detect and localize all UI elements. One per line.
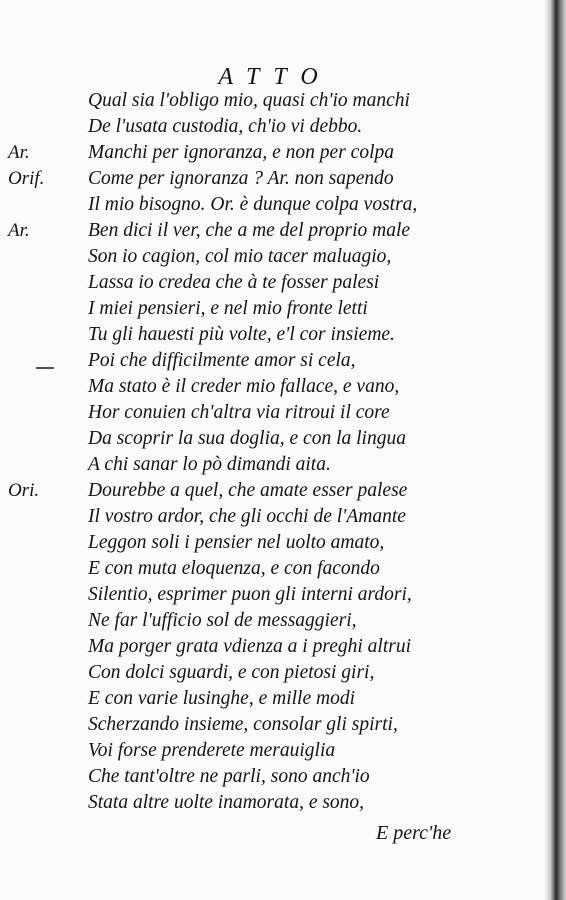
verse-text: Ma porger grata vdienza a i preghi altrui <box>88 636 411 657</box>
verse-text: Leggon soli i pensier nel uolto amato, <box>88 532 385 553</box>
verse-text: Qual sia l'obligo mio, quasi ch'io manchi <box>88 90 410 111</box>
verse-text: Come per ignoranza ? Ar. non sapendo <box>88 168 394 189</box>
verse-line <box>0 582 540 608</box>
verse-line <box>0 608 540 634</box>
verse-line <box>0 478 540 504</box>
verse-text: Dourebbe a quel, che amate esser palese <box>88 480 408 501</box>
verse-line <box>0 140 540 166</box>
page-gutter-shadow <box>544 0 566 900</box>
verse-line <box>0 556 540 582</box>
verse-line <box>0 426 540 452</box>
speaker-label: Ori. <box>8 480 40 501</box>
verse-text: Lassa io credea che à te fosser palesi <box>88 272 380 293</box>
verse-text: Ma stato è il creder mio fallace, e vano, <box>88 376 400 397</box>
verse-line <box>0 660 540 686</box>
verse-text: Silentio, esprimer puon gli interni ardori, <box>88 584 412 605</box>
verse-text: Da scoprir la sua doglia, e con la lingua <box>88 428 406 449</box>
verse-line <box>0 296 540 322</box>
margin-dash-mark <box>36 367 54 369</box>
verse-text: Tu gli hauesti più volte, e'l cor insieme. <box>88 324 395 345</box>
verse-text: Con dolci sguardi, e con pietosi giri, <box>88 662 375 683</box>
verse-line <box>0 504 540 530</box>
speaker-label: Ar. <box>8 220 30 241</box>
verse-text: E con muta eloquenza, e con facondo <box>88 558 380 579</box>
verse-line <box>0 322 540 348</box>
verse-line <box>0 114 540 140</box>
verse-line <box>0 218 540 244</box>
verse-line <box>0 764 540 790</box>
verse-line <box>0 686 540 712</box>
verse-text: Il mio bisogno. Or. è dunque colpa vostra, <box>88 194 418 215</box>
verse-line <box>0 790 540 816</box>
verse-text: E con varie lusinghe, e mille modi <box>88 688 355 709</box>
verse-line <box>0 530 540 556</box>
verse-text: I miei pensieri, e nel mio fronte letti <box>88 298 368 319</box>
verse-text: Ne far l'ufficio sol de messaggieri, <box>88 610 357 631</box>
verse-text: Hor conuien ch'altra via ritroui il core <box>88 402 390 423</box>
verse-text: Il vostro ardor, che gli occhi de l'Amante <box>88 506 406 527</box>
speaker-label: Orif. <box>8 168 45 189</box>
verse-text: A chi sanar lo pò dimandi aita. <box>88 454 331 475</box>
verse-line <box>0 166 540 192</box>
verse-text: De l'usata custodia, ch'io vi debbo. <box>88 116 363 137</box>
verse-text: Manchi per ignoranza, e non per colpa <box>88 142 395 163</box>
verse-line <box>0 270 540 296</box>
verse-line <box>0 244 540 270</box>
verse-line <box>0 348 540 374</box>
verse-text: Stata altre uolte inamorata, e sono, <box>88 792 365 813</box>
speaker-label: Ar. <box>8 142 30 163</box>
verse-text: Voi forse prenderete merauiglia <box>88 740 336 761</box>
verse-text: Che tant'oltre ne parli, sono anch'io <box>88 766 370 787</box>
verse-line <box>0 712 540 738</box>
catchword: E perc'he <box>376 822 452 844</box>
verse-line <box>0 192 540 218</box>
verse-text: Ben dici il ver, che a me del proprio male <box>88 220 411 241</box>
verse-text: Poi che difficilmente amor si cela, <box>88 350 356 371</box>
running-head: ATTO <box>218 64 332 90</box>
verse-text: Son io cagion, col mio tacer maluagio, <box>88 246 392 267</box>
verse-line <box>0 88 540 114</box>
verse-line <box>0 452 540 478</box>
verse-text: Scherzando insieme, consolar gli spirti, <box>88 714 398 735</box>
verse-line <box>0 374 540 400</box>
verse-line <box>0 634 540 660</box>
verse-line <box>0 738 540 764</box>
verse-line <box>0 400 540 426</box>
